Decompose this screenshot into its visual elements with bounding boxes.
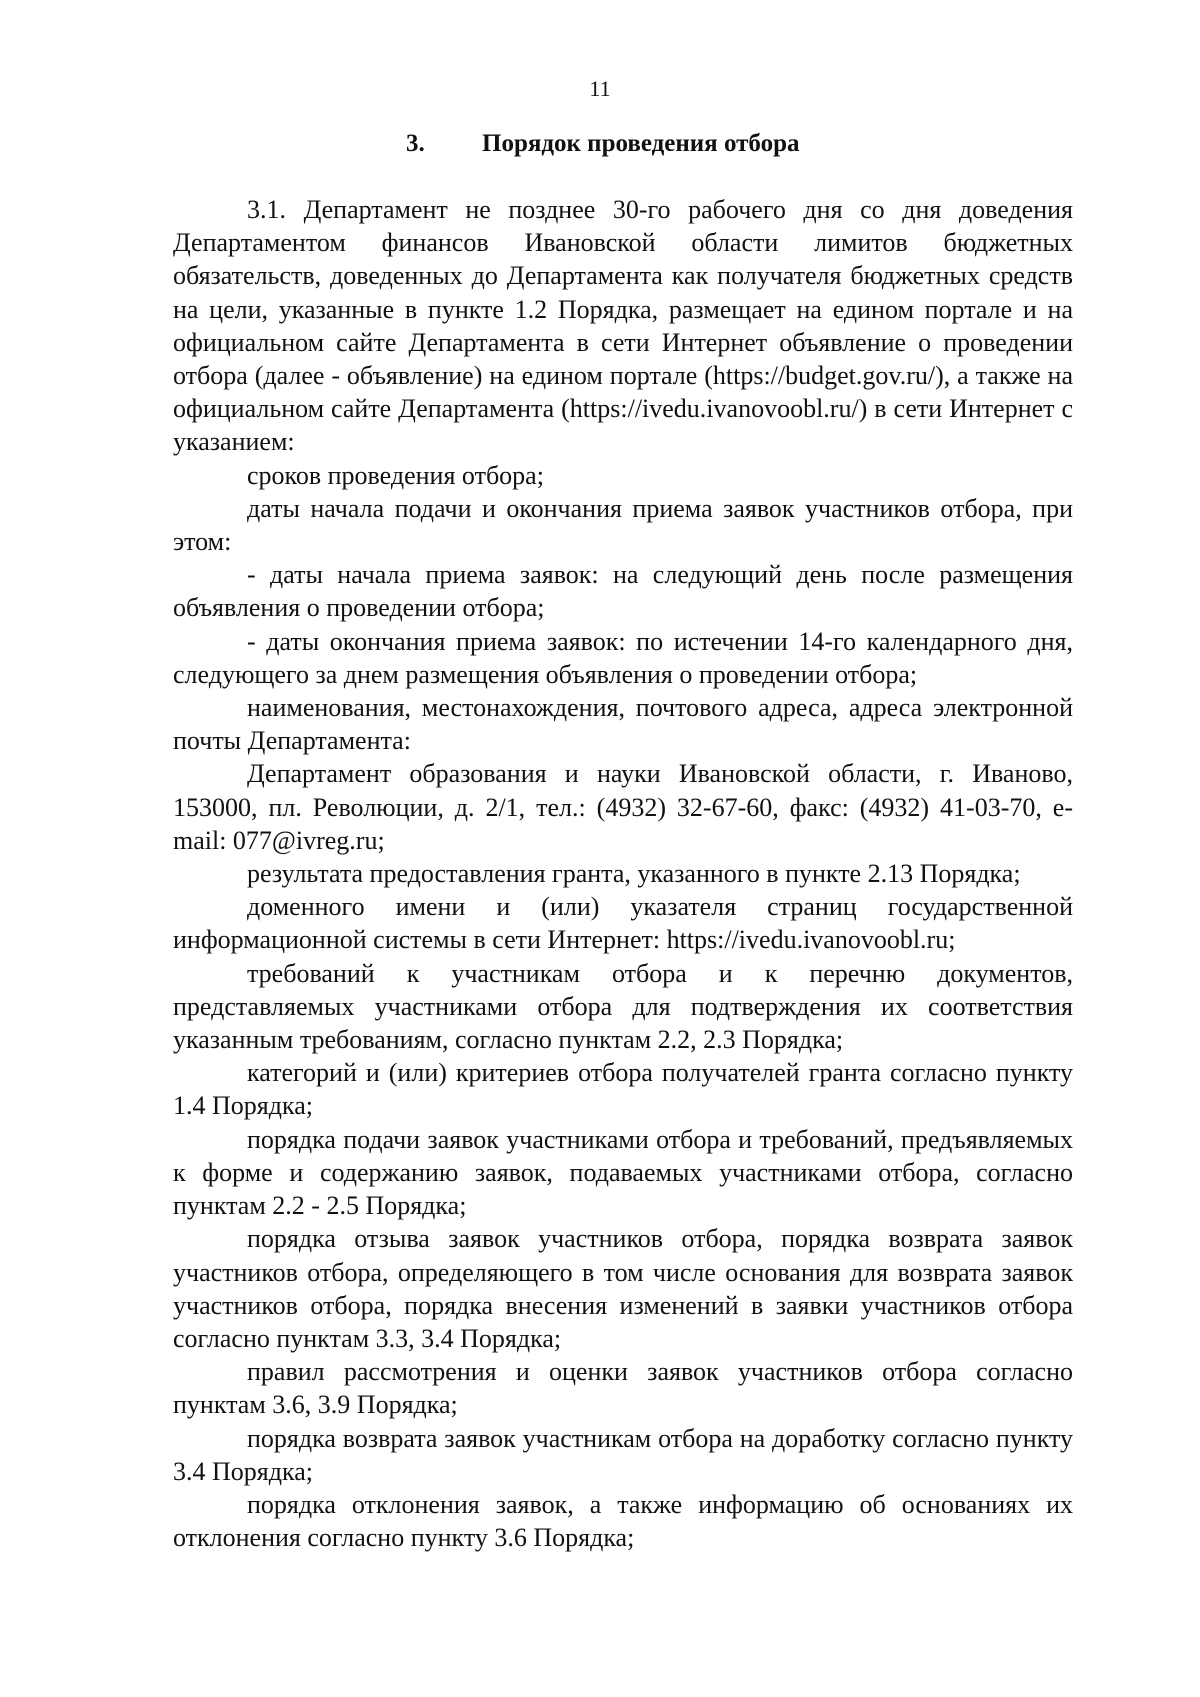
paragraph: доменного имени и (или) указателя страниц государственной информационной системы в сети Интернет: https://ivedu.ivanovoobl.ru; [173, 892, 1073, 955]
paragraph: наименования, местонахождения, почтового адреса, адреса электронной почты Департамента: [173, 693, 1073, 756]
paragraph: 3.1. Департамент не позднее 30-го рабочего дня со дня доведения Департаментом финансов Ивановской области лимитов бюджетных обязательств, доведенных до Департамента как получателя бюджетных средств на цели, указанные в пункте 1.2 Порядка, размещает на едином портале и на официальном сайте Департамента в сети Интернет объявление о проведении отбора (далее - объявление) на едином портале (https://budget.gov.ru/), а также на официальном сайте Департамента (https://ivedu.ivanovoobl.ru/) в сети Интернет с указанием: [173, 195, 1073, 457]
paragraph: Департамент образования и науки Ивановской области, г. Иваново, 153000, пл. Революции, д. 2/1, тел.: (4932) 32-67-60, факс: (4932) 41-03-70, e- mail: 077@ivreg.ru; [173, 759, 1073, 855]
page-number: 11 [589, 76, 611, 101]
paragraph: порядка возврата заявок участникам отбора на доработку согласно пункту 3.4 Порядка; [173, 1423, 1073, 1486]
paragraph: результата предоставления гранта, указанного в пункте 2.13 Порядка; [247, 859, 1021, 889]
paragraph: порядка отзыва заявок участников отбора, порядка возврата заявок участников отбора, определяющего в том числе основания для возврата заявок участников отбора, порядка внесения изменений в заявки участников отбора согласно пунктам 3.3, 3.4 Порядка; [173, 1224, 1073, 1353]
paragraph: категорий и (или) критериев отбора получателей гранта согласно пункту 1.4 Порядка; [173, 1058, 1073, 1121]
section-title: Порядок проведения отбора [482, 130, 800, 157]
paragraph: требований к участникам отбора и к перечню документов, представляемых участниками отбора для подтверждения их соответствия указанным требованиям, согласно пунктам 2.2, 2.3 Порядка; [173, 958, 1073, 1055]
paragraph: даты начала подачи и окончания приема заявок участников отбора, при этом: [173, 493, 1073, 557]
paragraph: сроков проведения отбора; [247, 460, 544, 490]
document-body [173, 193, 1073, 1554]
paragraph: - даты окончания приема заявок: по истечении 14-го календарного дня, следующего за днем размещения объявления о проведении отбора; [173, 626, 1073, 689]
paragraph: правил рассмотрения и оценки заявок участников отбора согласно пунктам 3.6, 3.9 Порядка; [173, 1357, 1073, 1420]
paragraph: - даты начала приема заявок: на следующий день после размещения объявления о проведении отбора; [173, 560, 1073, 623]
section-number: 3. [406, 130, 425, 157]
paragraph: порядка подачи заявок участниками отбора и требований, предъявляемых к форме и содержанию заявок, подаваемых участниками отбора, согласно пунктам 2.2 - 2.5 Порядка; [173, 1124, 1073, 1221]
paragraph: порядка отклонения заявок, а также информацию об основаниях их отклонения согласно пункту 3.6 Порядка; [173, 1489, 1073, 1553]
section-heading [406, 130, 799, 158]
